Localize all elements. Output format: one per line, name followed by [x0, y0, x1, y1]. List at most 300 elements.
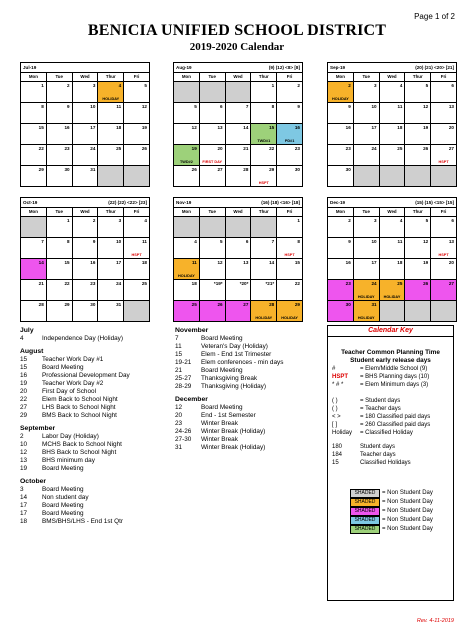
- weekday-header: [21, 73, 149, 82]
- day-cell: [73, 103, 99, 123]
- day-number: 25: [397, 146, 403, 151]
- day-cell: [174, 82, 200, 102]
- day-number: 1: [67, 218, 70, 223]
- day-cell: [73, 301, 99, 321]
- day-number: 5: [220, 239, 223, 244]
- weekday-label: Tue: [200, 208, 226, 216]
- day-number: 25: [116, 146, 122, 151]
- week-row: [174, 103, 302, 124]
- day-cell: [21, 166, 47, 186]
- event-description: Winter Break (Holiday): [201, 444, 266, 451]
- day-cell: [251, 238, 277, 258]
- event-date: 19-21: [175, 359, 192, 366]
- key-row: [328, 397, 453, 405]
- day-cell: [380, 82, 406, 102]
- day-number: 5: [425, 218, 429, 223]
- day-cell: [405, 259, 431, 279]
- key-meaning: Student days: [360, 444, 396, 450]
- event-date: 15: [20, 364, 28, 371]
- day-number: 30: [345, 302, 351, 307]
- day-number: 10: [90, 104, 96, 109]
- weekday-label: Mon: [174, 208, 200, 216]
- day-cell: [47, 301, 73, 321]
- day-cell: [174, 301, 200, 321]
- event-date: 3: [20, 486, 24, 493]
- day-number: 14: [243, 125, 249, 130]
- weekday-label: Thur: [251, 208, 277, 216]
- day-number: 27: [448, 146, 454, 151]
- day-number: 31: [116, 302, 122, 307]
- day-number: 5: [144, 83, 147, 88]
- day-cell: [431, 82, 456, 102]
- key-meaning: = BHS Planning days (10): [360, 374, 430, 380]
- day-number: 18: [397, 125, 403, 130]
- day-number: 4: [118, 83, 122, 88]
- event-description: Winter Break: [201, 436, 238, 443]
- day-cell: [354, 301, 380, 321]
- page-title: BENICIA UNIFIED SCHOOL DISTRICT: [87, 22, 387, 39]
- key-symbol: * # *: [332, 382, 344, 388]
- day-cell: [124, 166, 149, 186]
- week-row: [174, 259, 302, 280]
- day-number: 12: [423, 239, 429, 244]
- key-count-rows: [328, 397, 453, 437]
- day-cell: [328, 103, 354, 123]
- key-symbol: #: [332, 366, 336, 372]
- day-cell: [174, 238, 200, 258]
- day-cell: [174, 217, 200, 237]
- key-symbol: ( ): [332, 398, 338, 404]
- swatch-meaning: = Non Student Day: [382, 508, 433, 514]
- event-description: Elem - End 1st Trimester: [201, 351, 272, 358]
- day-number: 29: [294, 302, 300, 307]
- month-calendar: [327, 197, 457, 322]
- day-number: 3: [92, 83, 96, 88]
- event-date: 17: [20, 502, 28, 509]
- day-number: 23: [345, 281, 351, 286]
- key-meaning: = 180 Classified paid days: [360, 414, 431, 420]
- day-cell: [200, 103, 226, 123]
- day-number: 8: [67, 239, 70, 244]
- color-swatch: SHADED: [350, 498, 380, 507]
- day-number: 31: [90, 167, 96, 172]
- day-cell: [277, 166, 302, 186]
- day-cell: [174, 280, 200, 300]
- day-number: 20: [217, 146, 223, 151]
- day-number: 10: [371, 239, 377, 244]
- day-cell: [47, 103, 73, 123]
- day-cell: [200, 217, 226, 237]
- day-number: 26: [423, 281, 429, 286]
- day-number: 24: [371, 146, 377, 151]
- week-row: [21, 124, 149, 145]
- day-number: 18: [116, 125, 122, 130]
- color-swatch: SHADED: [350, 489, 380, 498]
- day-cell: [354, 82, 380, 102]
- day-note: HSPT: [438, 253, 449, 257]
- month-header: [21, 63, 149, 73]
- day-cell: [251, 124, 277, 144]
- event-description: Board Meeting: [42, 486, 84, 493]
- day-number: 20: [448, 125, 454, 130]
- day-cell: [431, 238, 456, 258]
- event-item: [175, 436, 325, 444]
- day-number: 16: [345, 125, 351, 130]
- month-counts: (15) (15) <15> [15]: [415, 200, 454, 205]
- week-row: [21, 259, 149, 280]
- event-description: BHS Back to School Night: [42, 449, 117, 456]
- list-month-heading: November: [175, 327, 209, 334]
- day-number: 1: [271, 83, 275, 88]
- day-number: 3: [118, 218, 122, 223]
- day-cell: [124, 301, 149, 321]
- key-symbol: 180: [332, 444, 343, 450]
- event-item: [20, 335, 170, 343]
- event-date: 19: [20, 380, 28, 387]
- key-symbol: ( ): [332, 406, 338, 412]
- day-number: 19: [141, 125, 147, 130]
- day-cell: [200, 82, 226, 102]
- key-line-2: Student early release days: [350, 357, 431, 364]
- day-cell: [328, 124, 354, 144]
- day-cell: [277, 145, 302, 165]
- day-number: 24: [371, 281, 377, 286]
- day-cell: [47, 238, 73, 258]
- week-row: [21, 280, 149, 301]
- event-item: [20, 364, 170, 372]
- month-name: Jul-19: [23, 65, 37, 70]
- day-cell: [226, 145, 252, 165]
- day-cell: [226, 238, 252, 258]
- day-cell: [277, 103, 302, 123]
- event-description: BMS Back to School Night: [42, 412, 117, 419]
- event-date: 7: [175, 335, 179, 342]
- event-date: 16: [20, 372, 28, 379]
- day-cell: [226, 166, 252, 186]
- week-row: [21, 301, 149, 321]
- day-cell: [277, 259, 302, 279]
- day-number: 24: [90, 146, 96, 151]
- event-description: Board Meeting: [201, 404, 243, 411]
- list-month-heading: September: [20, 425, 56, 432]
- event-description: Labor Day (Holiday): [42, 433, 99, 440]
- list-month-heading: December: [175, 396, 208, 403]
- day-cell: [98, 238, 124, 258]
- event-date: 31: [175, 444, 183, 451]
- day-cell: [405, 124, 431, 144]
- day-note: TWD#1: [257, 139, 271, 143]
- event-item: [175, 335, 325, 343]
- key-swatch-row: [328, 498, 453, 507]
- event-description: Teacher Work Day #1: [42, 356, 104, 363]
- key-symbol: 184: [332, 452, 343, 458]
- day-cell: [98, 280, 124, 300]
- day-cell: [124, 280, 149, 300]
- weekday-label: Thur: [98, 73, 124, 81]
- page-number: Page 1 of 2: [414, 12, 455, 21]
- event-date: 15: [20, 356, 28, 363]
- weekday-label: Tue: [200, 73, 226, 81]
- day-number: 21: [243, 146, 249, 151]
- day-cell: [226, 82, 252, 102]
- month-counts: (16) (18) <16> [18]: [261, 200, 300, 205]
- day-cell: [328, 166, 354, 186]
- day-cell: [73, 82, 99, 102]
- weekday-header: [174, 208, 302, 217]
- event-description: MCHS Back to School Night: [42, 441, 122, 448]
- event-description: Veteran's Day (Holiday): [201, 343, 268, 350]
- day-cell: [47, 145, 73, 165]
- key-symbol: HSPT: [332, 374, 349, 380]
- day-number: 12: [423, 104, 429, 109]
- event-item: [20, 380, 170, 388]
- day-number: 12: [191, 125, 197, 130]
- event-item: [175, 404, 325, 412]
- event-date: 19: [20, 465, 28, 472]
- day-cell: [328, 280, 354, 300]
- key-symbol: Holiday: [332, 430, 353, 436]
- day-cell: [226, 301, 252, 321]
- week-row: [174, 124, 302, 145]
- event-date: 27: [20, 404, 28, 411]
- day-number: 18: [141, 260, 147, 265]
- day-number: 29: [38, 167, 44, 172]
- day-cell: [251, 166, 277, 186]
- event-description: End - 1st Semester: [201, 412, 256, 419]
- day-number: 2: [67, 83, 70, 88]
- event-date: 10: [20, 441, 28, 448]
- event-item: [175, 359, 325, 367]
- weekday-label: Tue: [354, 208, 380, 216]
- day-number: 26: [141, 146, 147, 151]
- day-cell: [277, 238, 302, 258]
- weekday-label: Wed: [73, 208, 99, 216]
- day-note: HOLIDAY: [255, 316, 273, 320]
- weekday-label: Thur: [405, 73, 431, 81]
- weekday-header: [21, 208, 149, 217]
- day-number: 26: [217, 302, 223, 307]
- day-cell: [431, 259, 456, 279]
- key-row: [328, 381, 453, 389]
- event-description: Independence Day (Holiday): [42, 335, 123, 342]
- day-note: FIRST DAY: [202, 160, 223, 164]
- day-cell: [380, 238, 406, 258]
- day-cell: [277, 82, 302, 102]
- event-item: [20, 486, 170, 494]
- event-item: [20, 396, 170, 404]
- event-description: Board Meeting: [42, 502, 84, 509]
- event-item: [20, 518, 170, 526]
- key-meaning: Teacher days: [360, 452, 396, 458]
- day-cell: [47, 280, 73, 300]
- week-row: [174, 301, 302, 321]
- week-row: [21, 238, 149, 259]
- day-number: 9: [92, 239, 96, 244]
- day-cell: [328, 145, 354, 165]
- day-cell: [200, 238, 226, 258]
- event-date: 13: [20, 457, 28, 464]
- day-number: 19: [423, 260, 429, 265]
- day-number: 9: [348, 239, 351, 244]
- weekday-label: Wed: [73, 73, 99, 81]
- day-number: 2: [297, 83, 300, 88]
- week-row: [21, 145, 149, 166]
- day-cell: [354, 166, 380, 186]
- swatch-meaning: = Non Student Day: [382, 517, 433, 523]
- event-date: 4: [20, 335, 24, 342]
- weekday-label: Tue: [47, 73, 73, 81]
- day-number: 1: [41, 83, 44, 88]
- day-note: HOLIDAY: [357, 295, 375, 299]
- day-cell: [354, 124, 380, 144]
- event-item: [175, 412, 325, 420]
- week-row: [328, 145, 456, 166]
- day-cell: [277, 217, 302, 237]
- day-cell: [405, 301, 431, 321]
- day-cell: [124, 217, 149, 237]
- event-item: [20, 457, 170, 465]
- day-number: 27: [448, 281, 454, 286]
- day-cell: [226, 280, 252, 300]
- list-month-heading: July: [20, 327, 34, 334]
- day-cell: [354, 103, 380, 123]
- day-cell: [21, 280, 47, 300]
- weekday-label: Fri: [440, 74, 447, 79]
- day-number: 6: [451, 218, 454, 223]
- day-number: 25: [191, 302, 197, 307]
- event-date: 23: [175, 420, 183, 427]
- event-item: [175, 428, 325, 436]
- day-cell: [98, 217, 124, 237]
- day-number: 14: [269, 260, 275, 265]
- day-number: 30: [294, 167, 300, 172]
- day-number: 19: [191, 146, 197, 151]
- day-number: 4: [194, 239, 197, 244]
- week-row: [328, 124, 456, 145]
- day-cell: [226, 217, 252, 237]
- key-row: [328, 429, 453, 437]
- weekday-label: Mon: [174, 73, 200, 81]
- day-number: 14: [38, 260, 44, 265]
- day-number: 18: [397, 260, 403, 265]
- day-number: 30: [345, 167, 351, 172]
- day-number: 23: [345, 146, 351, 151]
- weekday-label: Fri: [286, 74, 293, 79]
- day-cell: [73, 259, 99, 279]
- week-row: [328, 217, 456, 238]
- day-cell: [431, 103, 456, 123]
- day-number: 11: [142, 239, 147, 244]
- day-cell: [200, 301, 226, 321]
- weekday-label: Tue: [354, 73, 380, 81]
- day-cell: [226, 259, 252, 279]
- day-number: 31: [371, 302, 377, 307]
- day-number: 16: [294, 125, 300, 130]
- month-header: [174, 198, 302, 208]
- event-date: 17: [20, 510, 28, 517]
- day-number: 12: [141, 104, 147, 109]
- event-date: 11: [175, 343, 182, 350]
- day-number: 18: [191, 281, 197, 286]
- day-cell: [98, 259, 124, 279]
- day-number: 10: [371, 104, 377, 109]
- day-cell: [251, 301, 277, 321]
- color-swatch: SHADED: [350, 507, 380, 516]
- day-cell: [98, 166, 124, 186]
- day-number: 7: [245, 104, 249, 109]
- day-number: 21: [38, 281, 44, 286]
- day-number: 6: [451, 83, 454, 88]
- swatch-meaning: = Non Student Day: [382, 499, 433, 505]
- day-cell: [21, 145, 47, 165]
- day-number: 8: [271, 104, 275, 109]
- month-counts: (22) (22) <22> [23]: [108, 200, 147, 205]
- key-meaning: = 260 Classified paid days: [360, 422, 431, 428]
- day-number: 26: [423, 146, 429, 151]
- month-calendar: [20, 62, 150, 187]
- day-cell: [251, 103, 277, 123]
- day-number: 29: [269, 167, 275, 172]
- day-number: 5: [425, 83, 429, 88]
- day-cell: [73, 238, 99, 258]
- day-note: HSPT: [131, 253, 142, 257]
- day-cell: [98, 301, 124, 321]
- day-cell: [200, 280, 226, 300]
- day-number: 15: [269, 125, 275, 130]
- weekday-label: Wed: [380, 208, 406, 216]
- month-header: [174, 63, 302, 73]
- key-symbol: < >: [332, 414, 341, 420]
- week-row: [21, 217, 149, 238]
- month-counts: (20) (21) <20> [21]: [415, 65, 454, 70]
- weekday-label: Fri: [440, 209, 447, 214]
- day-number: 24: [116, 281, 122, 286]
- month-name: Sep-19: [330, 65, 346, 70]
- week-row: [174, 166, 302, 186]
- day-number: 9: [67, 104, 70, 109]
- day-cell: [354, 259, 380, 279]
- day-cell: [200, 259, 226, 279]
- day-number: 3: [374, 218, 377, 223]
- event-date: 29: [20, 412, 28, 419]
- day-cell: [174, 124, 200, 144]
- day-note: TWD#2: [179, 160, 193, 164]
- event-description: Professional Development Day: [42, 372, 130, 379]
- day-note: HOLIDAY: [102, 97, 120, 101]
- month-header: [328, 63, 456, 73]
- event-item: [20, 412, 170, 420]
- weekday-label: Thur: [98, 208, 124, 216]
- day-cell: [124, 82, 149, 102]
- week-row: [328, 301, 456, 321]
- day-number: 22: [294, 281, 300, 286]
- day-number: 29: [64, 302, 70, 307]
- day-cell: [405, 103, 431, 123]
- day-number: 23: [90, 281, 96, 286]
- month-name: Nov-19: [176, 200, 192, 205]
- event-date: 20: [20, 388, 28, 395]
- event-description: BHS minimum day: [42, 457, 95, 464]
- day-cell: [251, 145, 277, 165]
- month-calendar: [20, 197, 150, 322]
- day-cell: [328, 301, 354, 321]
- event-item: [175, 444, 325, 452]
- weekday-label: Tue: [47, 208, 73, 216]
- event-description: Elem conferences - min days: [201, 359, 284, 366]
- event-description: Elem Back to School Night: [42, 396, 118, 403]
- event-date: 24-26: [175, 428, 192, 435]
- event-description: Board Meeting: [42, 510, 84, 517]
